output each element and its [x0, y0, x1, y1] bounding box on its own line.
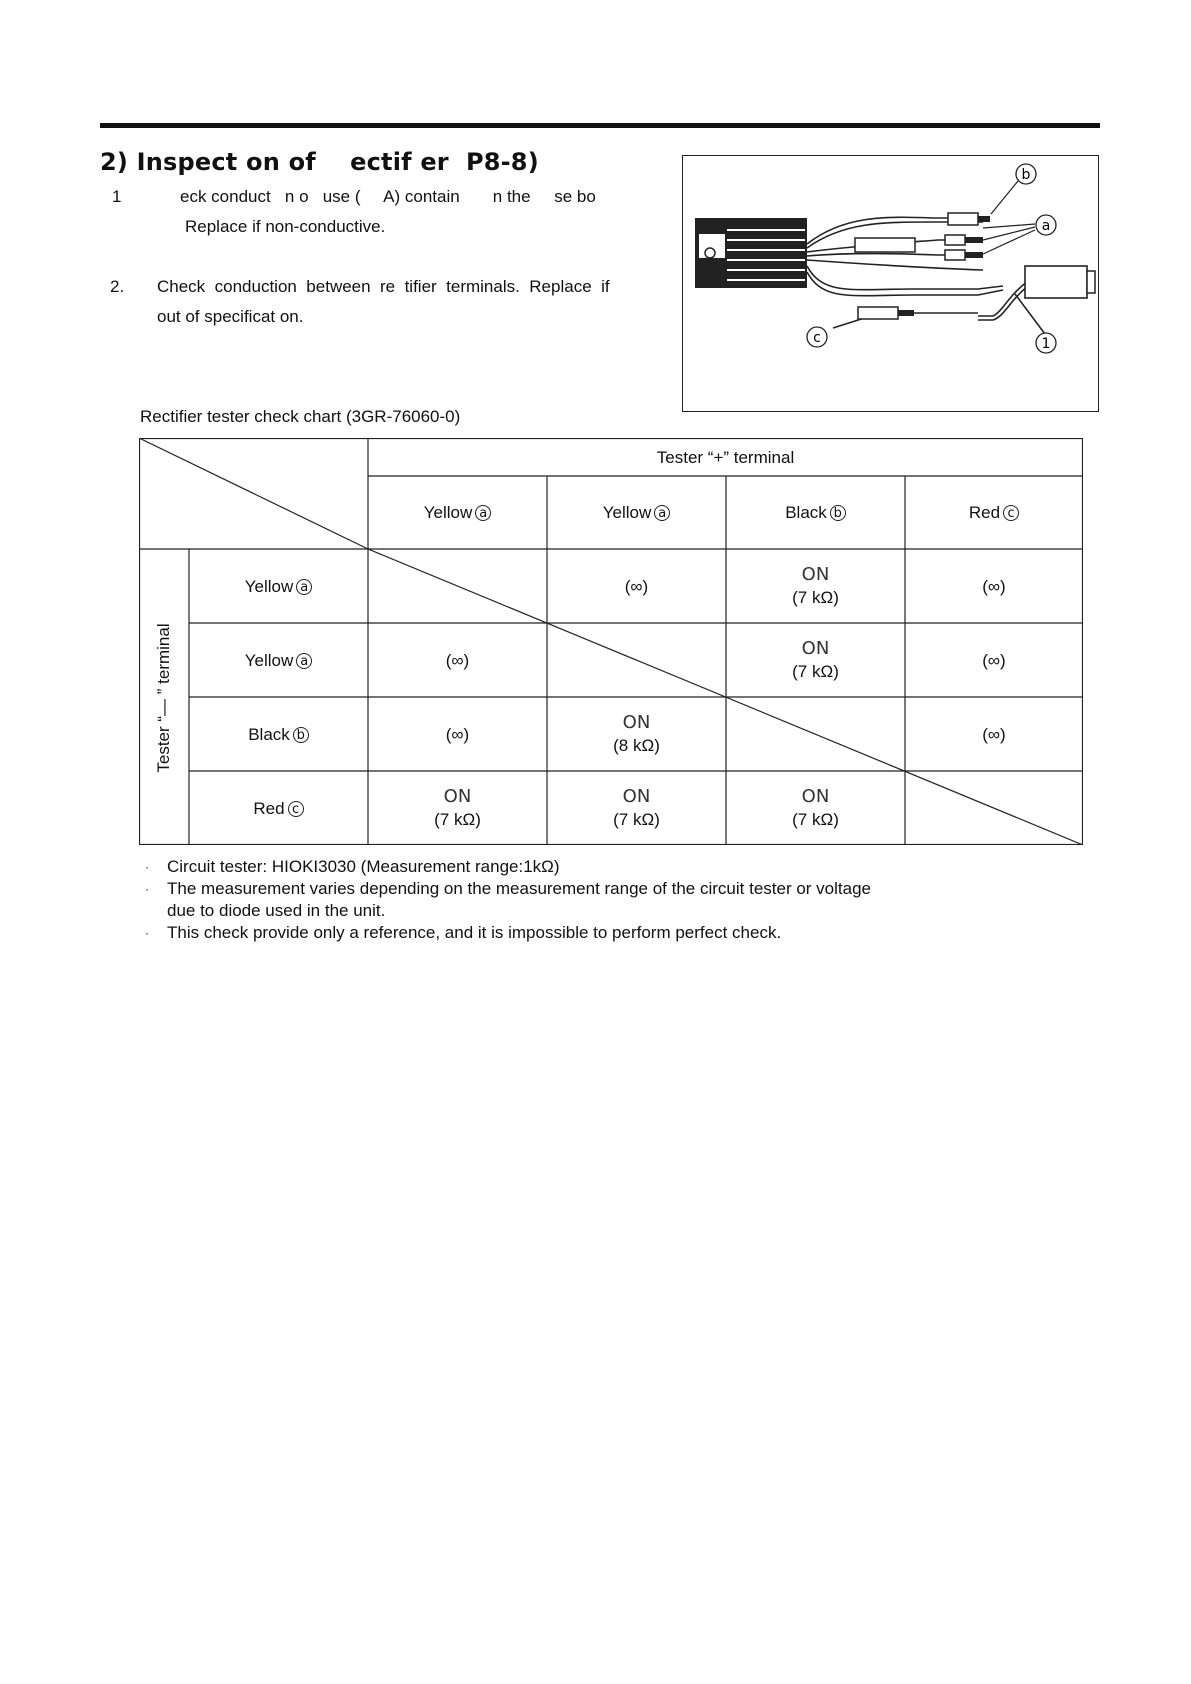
- step-2-line1: Check conduction between re tifier terminals. Replace if: [157, 277, 610, 296]
- callout-a-label: a: [1041, 218, 1051, 234]
- rectifier-plate: [699, 234, 725, 258]
- tester-check-table: [139, 438, 1083, 845]
- table-cell: (∞): [624, 576, 649, 596]
- row-header: Black b: [189, 697, 368, 771]
- mark-b-icon: b: [293, 727, 309, 743]
- plus-terminal-header: Tester “+” terminal: [656, 447, 795, 467]
- table-cell: (∞): [982, 576, 1006, 596]
- minus-terminal-header: Tester “— ” terminal: [154, 622, 173, 773]
- row-header: Red c: [189, 771, 368, 845]
- coupler: [1025, 266, 1087, 298]
- notes-list: [145, 856, 871, 944]
- column-header: Yellow a: [547, 476, 726, 549]
- table-cell: ON (7 kΩ): [792, 786, 839, 829]
- mark-a-icon: a: [475, 505, 491, 521]
- step-1-number: 1: [112, 187, 122, 206]
- table-cell: ON (7 kΩ): [792, 564, 839, 607]
- callout-c-label: c: [813, 330, 821, 346]
- top-rule: [100, 123, 1100, 128]
- section-heading: 2) Inspect on of ectif er P8-8): [100, 148, 539, 176]
- table-cell: (∞): [982, 650, 1006, 670]
- step-2-number: 2.: [110, 277, 125, 296]
- rectifier-illustration: [683, 156, 1100, 413]
- table-cell: (∞): [445, 724, 470, 744]
- table-cell: (∞): [445, 650, 470, 670]
- table-cell: ON (7 kΩ): [434, 786, 481, 829]
- mark-a-icon: a: [654, 505, 670, 521]
- step-1-line1: eck conduct n o use ( A) contain n the se bo: [180, 187, 596, 206]
- table-cell: ON (8 kΩ): [613, 712, 660, 755]
- rectifier-figure: [682, 155, 1099, 412]
- callout-1-label: 1: [1041, 336, 1051, 352]
- chart-title: Rectifier tester check chart (3GR-76060-0): [140, 407, 461, 426]
- row-header: Yellow a: [189, 623, 368, 697]
- mark-c-icon: c: [288, 801, 304, 817]
- callout-b-label: b: [1021, 167, 1031, 183]
- mark-a-icon: a: [296, 653, 312, 669]
- table-cell: ON (7 kΩ): [792, 638, 839, 681]
- note-item: · The measurement varies depending on the measurement range of the circuit tester or voltage due to diode used in the unit.: [145, 879, 871, 920]
- mark-a-icon: a: [296, 579, 312, 595]
- mark-b-icon: b: [830, 505, 846, 521]
- step-2-line2: out of specificat on.: [157, 307, 304, 326]
- note-item: · This check provide only a reference, and it is impossible to perform perfect check.: [145, 923, 782, 942]
- step-1-line2: Replace if non-conductive.: [185, 217, 386, 236]
- table-cell: (∞): [982, 724, 1006, 744]
- note-item: · Circuit tester: HIOKI3030 (Measurement range:1kΩ): [145, 857, 560, 876]
- column-header: Yellow a: [368, 476, 547, 549]
- table-cell: ON (7 kΩ): [613, 786, 660, 829]
- column-header: Red c: [905, 476, 1083, 549]
- column-header: Black b: [726, 476, 905, 549]
- mark-c-icon: c: [1003, 505, 1019, 521]
- row-header: Yellow a: [189, 549, 368, 623]
